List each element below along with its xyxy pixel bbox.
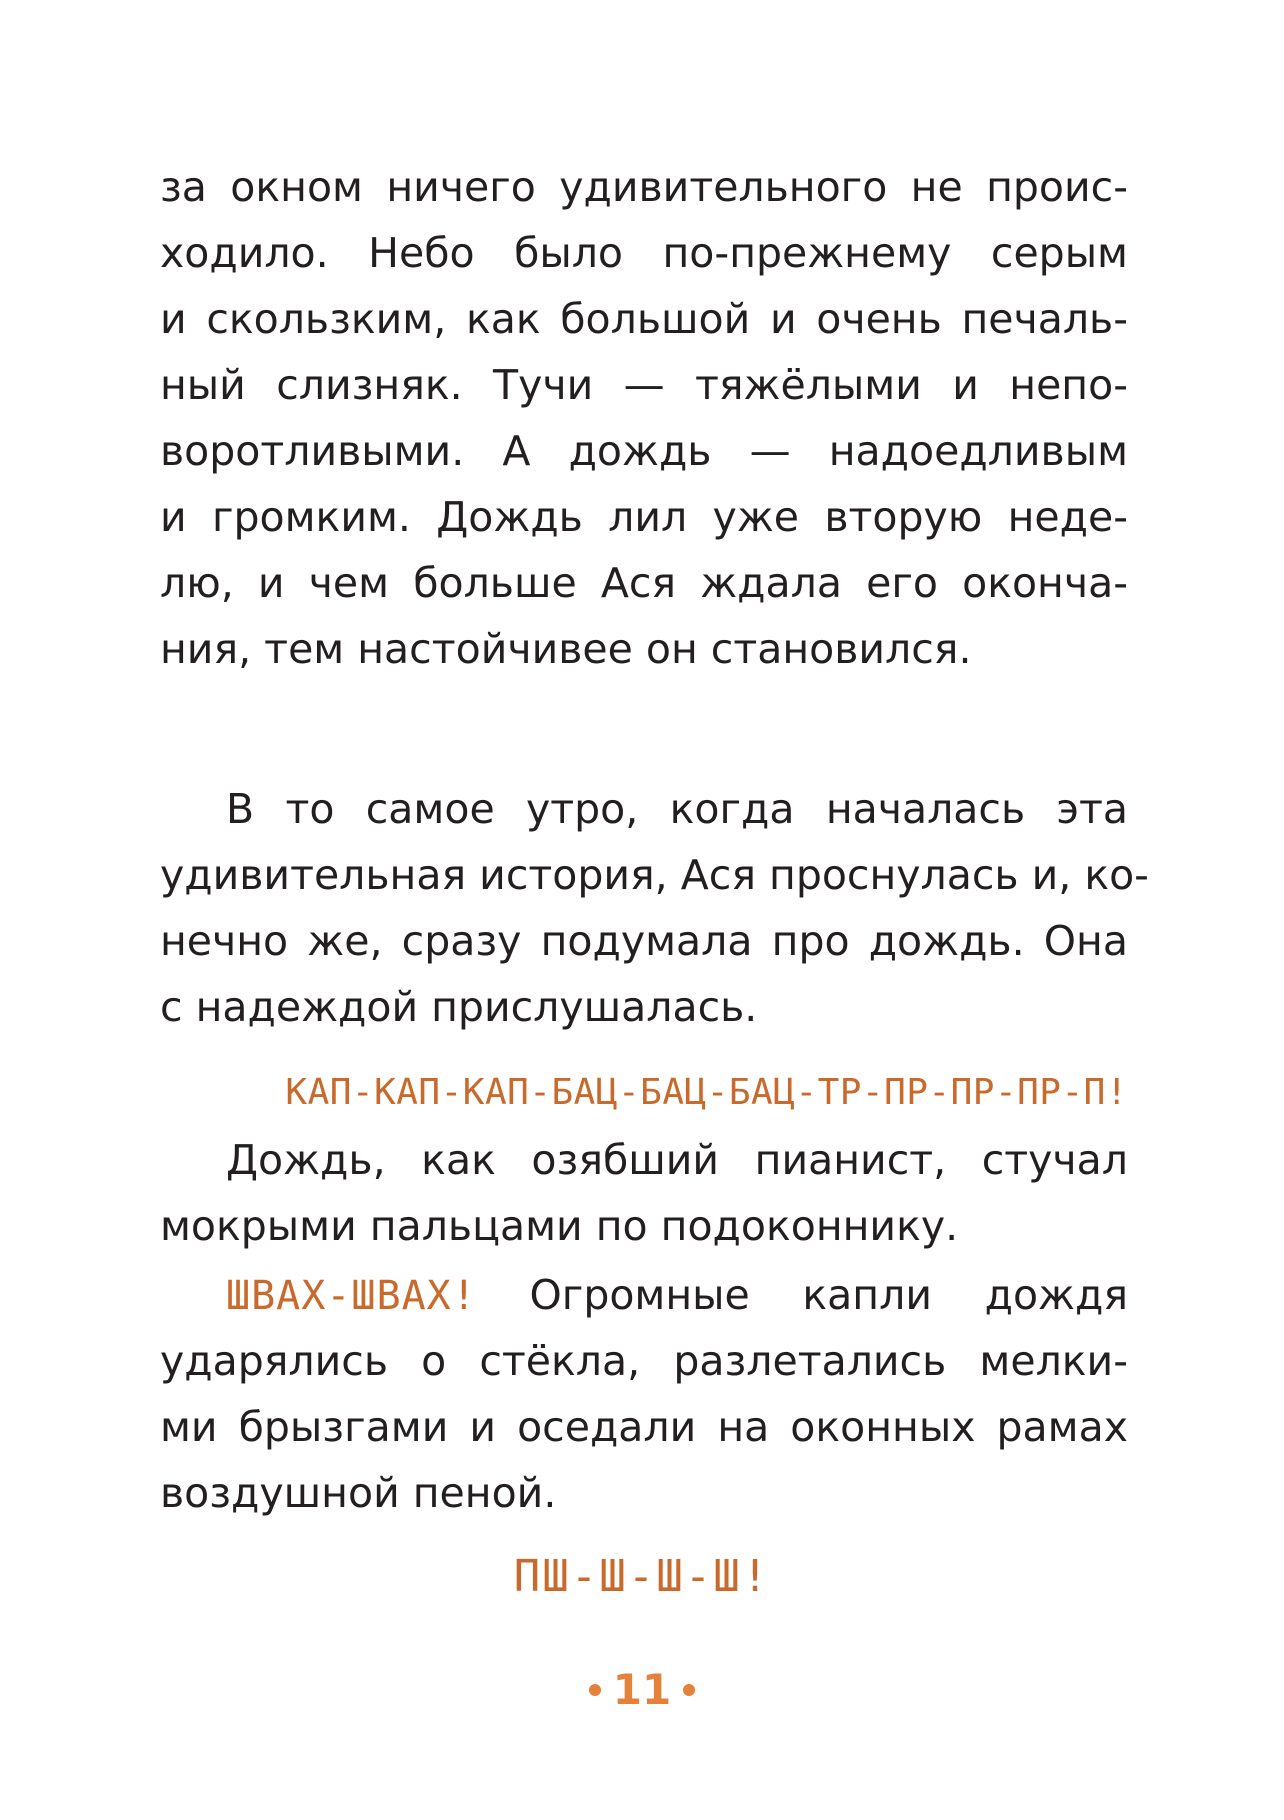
text-line: и скользким, как большой и очень печаль- bbox=[160, 295, 1128, 343]
text-line: нечно же, сразу подумала про дождь. Она bbox=[160, 917, 1128, 965]
page-number bbox=[0, 1660, 1284, 1720]
text-line: ми брызгами и оседали на оконных рамах bbox=[160, 1403, 1128, 1451]
text-line-with-sound bbox=[226, 1260, 1128, 1330]
text-line: воротливыми. А дождь — надоедливым bbox=[160, 427, 1128, 475]
text-line-rest: Огромные капли дождя bbox=[529, 1271, 1128, 1319]
text-line: ный слизняк. Тучи — тяжёлыми и непо- bbox=[160, 361, 1128, 409]
text-line: с надеждой прислушалась. bbox=[160, 983, 758, 1031]
sound-effect-hiss: ПШ-Ш-Ш-Ш! bbox=[513, 1551, 771, 1602]
sound-effect-splash: ШВАХ-ШВАХ! bbox=[226, 1273, 477, 1319]
text-line: за окном ничего удивительного не проис- bbox=[160, 163, 1128, 211]
text-line: ходило. Небо было по-прежнему серым bbox=[160, 229, 1128, 277]
bullet-dot-icon bbox=[589, 1684, 601, 1696]
text-line: В то самое утро, когда началась эта bbox=[226, 785, 1128, 833]
bullet-dot-icon bbox=[683, 1684, 695, 1696]
text-line: ударялись о стёкла, разлетались мелки- bbox=[160, 1337, 1128, 1385]
text-line: Дождь, как озябший пианист, стучал bbox=[226, 1136, 1128, 1184]
text-line: лю, и чем больше Ася ждала его оконча- bbox=[160, 559, 1128, 607]
text-line: воздушной пеной. bbox=[160, 1469, 557, 1517]
text-line: мокрыми пальцами по подоконнику. bbox=[160, 1202, 959, 1250]
text-line: ния, тем настойчивее он становился. bbox=[160, 625, 972, 673]
text-line: и громким. Дождь лил уже вторую неде- bbox=[160, 493, 1128, 541]
text-line: удивительная история, Ася проснулась и, ко- bbox=[160, 851, 1149, 899]
page-number-value: 11 bbox=[612, 1665, 672, 1714]
sound-effect-rain-drops: КАП-КАП-КАП-БАЦ-БАЦ-БАЦ-ТР-ПР-ПР-ПР-П! bbox=[285, 1072, 1128, 1113]
